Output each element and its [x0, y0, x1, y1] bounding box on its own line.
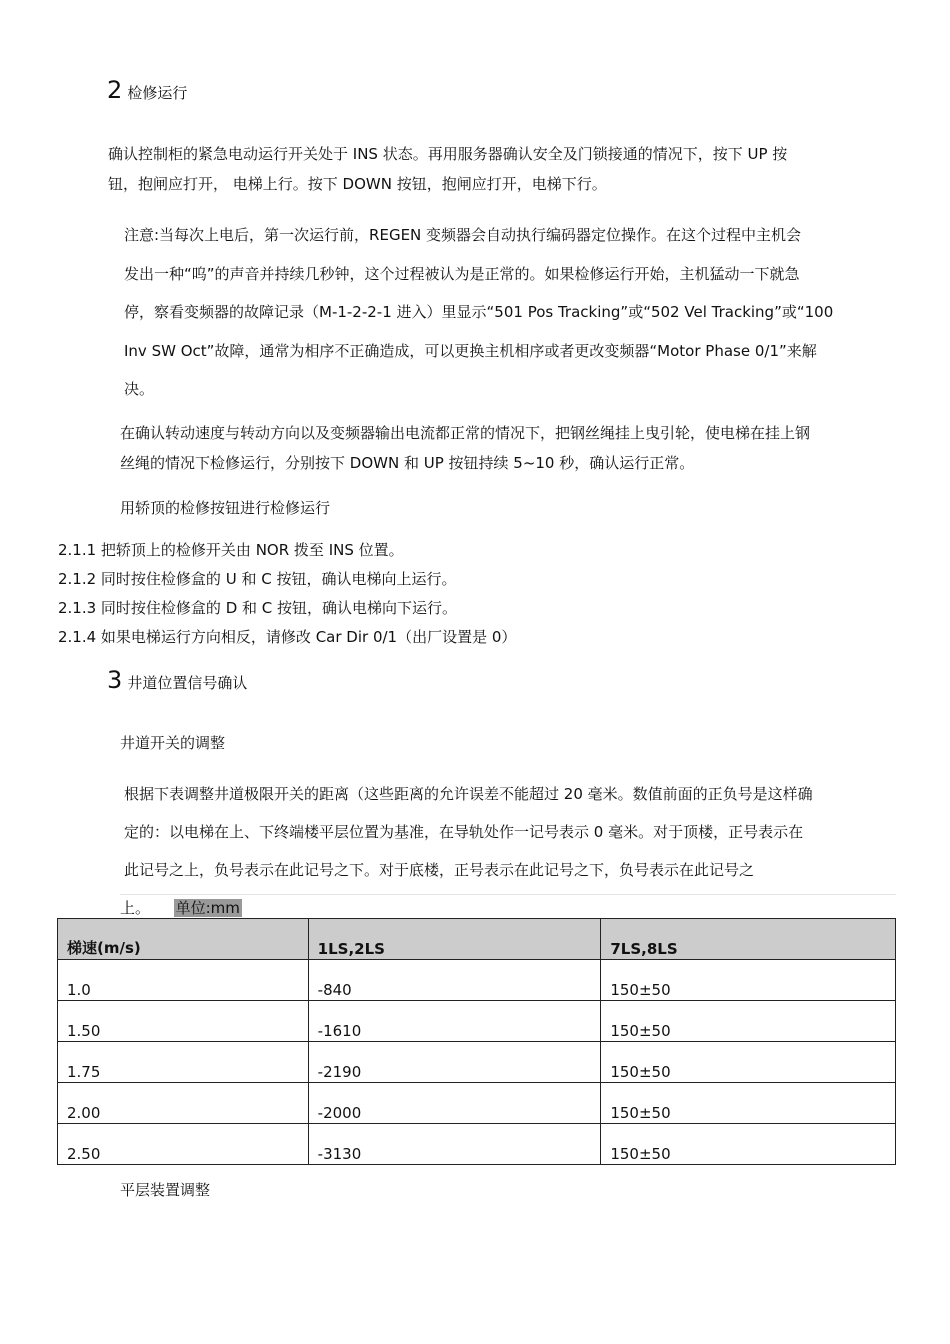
- table-row: [58, 1042, 896, 1083]
- text-line: 定的：以电梯在上、下终端楼平层位置为基准，在导轨处作一记号表示 0 毫米。对于顶楼，正号表示在: [124, 823, 804, 841]
- text-line: 钮，抱闸应打开， 电梯上行。按下 DOWN 按钮，抱闸应打开，电梯下行。: [108, 175, 607, 193]
- table-header-row: [58, 919, 896, 960]
- table-cell: 150±50: [601, 960, 896, 1001]
- list-item: 2.1.3 同时按住检修盒的 D 和 C 按钮，确认电梯向下运行。: [58, 599, 458, 617]
- text-line: 停，察看变频器的故障记录（M-1-2-2-1 进入）里显示“501 Pos Tracking”或“502 Vel Tracking”或“100: [124, 303, 834, 321]
- note-paragraph: [124, 216, 904, 409]
- table-cell: 150±50: [601, 1124, 896, 1165]
- section-heading: [107, 666, 247, 694]
- hoistway-heading: 井道开关的调整: [120, 734, 226, 752]
- text-line: 根据下表调整井道极限开关的距离（这些距离的允许误差不能超过 20 毫米。数值前面的正负号是这样确: [124, 785, 813, 803]
- table-cell: 2.50: [58, 1124, 309, 1165]
- table-cell: -840: [308, 960, 601, 1001]
- paragraph-rope-check: [120, 418, 920, 478]
- table-cell: -2190: [308, 1042, 601, 1083]
- section-heading: [107, 76, 187, 104]
- section-number: 3: [107, 666, 123, 694]
- text-line: 注意:当每次上电后，第一次运行前，REGEN 变频器会自动执行编码器定位操作。在这个过程中主机会: [124, 226, 802, 244]
- table-cell: 1.0: [58, 960, 309, 1001]
- table-cell: 150±50: [601, 1083, 896, 1124]
- text-line: 发出一种“呜”的声音并持续几秒钟，这个过程被认为是正常的。如果检修运行开始，主机猛动一下就急: [124, 264, 800, 283]
- list-item: 2.1.4 如果电梯运行方向相反，请修改 Car Dir 0/1（出厂设置是 0）: [58, 628, 517, 646]
- step-list: [58, 536, 878, 652]
- car-top-heading: 用轿顶的检修按钮进行检修运行: [120, 499, 331, 517]
- section-number: 2: [107, 76, 123, 104]
- header-7ls-8ls: 7LS,8LS: [601, 919, 896, 960]
- text-line: 在确认转动速度与转动方向以及变频器输出电流都正常的情况下，把钢丝绳挂上曳引轮，使电梯在挂上钢: [120, 424, 811, 442]
- list-item: 2.1.1 把轿顶上的检修开关由 NOR 拨至 INS 位置。: [58, 541, 404, 559]
- text-line: 丝绳的情况下检修运行，分别按下 DOWN 和 UP 按钮持续 5~10 秒，确认运行正常。: [120, 454, 695, 472]
- header-speed: 梯速(m/s): [58, 919, 309, 960]
- unit-line: [120, 894, 896, 921]
- text-line: Inv SW Oct”故障，通常为相序不正确造成，可以更换主机相序或者更改变频器“Motor Phase 0/1”来解: [124, 341, 817, 360]
- text-line: 确认控制柜的紧急电动运行开关处于 INS 状态。再用服务器确认安全及门锁接通的情况下，按下 UP 按: [108, 145, 788, 163]
- table-cell: 150±50: [601, 1042, 896, 1083]
- table-row: [58, 1083, 896, 1124]
- table-cell: -1610: [308, 1001, 601, 1042]
- text-line: 决。: [124, 380, 155, 398]
- paragraph-ins-operation: [108, 139, 898, 199]
- table-cell: 2.00: [58, 1083, 309, 1124]
- unit-prefix: 上。: [120, 899, 151, 917]
- hoistway-intro: [124, 775, 904, 889]
- table-cell: -3130: [308, 1124, 601, 1165]
- section-title: 检修运行: [127, 84, 188, 102]
- section-title: 井道位置信号确认: [127, 674, 248, 692]
- table-row: [58, 1124, 896, 1165]
- table-cell: 1.50: [58, 1001, 309, 1042]
- leveling-heading: 平层装置调整: [120, 1181, 211, 1199]
- table-cell: 1.75: [58, 1042, 309, 1083]
- table-cell: 150±50: [601, 1001, 896, 1042]
- unit-label: 单位:mm: [175, 899, 240, 917]
- table-row: [58, 960, 896, 1001]
- text-line: 此记号之上，负号表示在此记号之下。对于底楼，正号表示在此记号之下，负号表示在此记号之: [124, 861, 755, 879]
- table-row: [58, 1001, 896, 1042]
- header-1ls-2ls: 1LS,2LS: [308, 919, 601, 960]
- list-item: 2.1.2 同时按住检修盒的 U 和 C 按钮，确认电梯向上运行。: [58, 570, 457, 588]
- limit-switch-table: [57, 918, 896, 1165]
- table-cell: -2000: [308, 1083, 601, 1124]
